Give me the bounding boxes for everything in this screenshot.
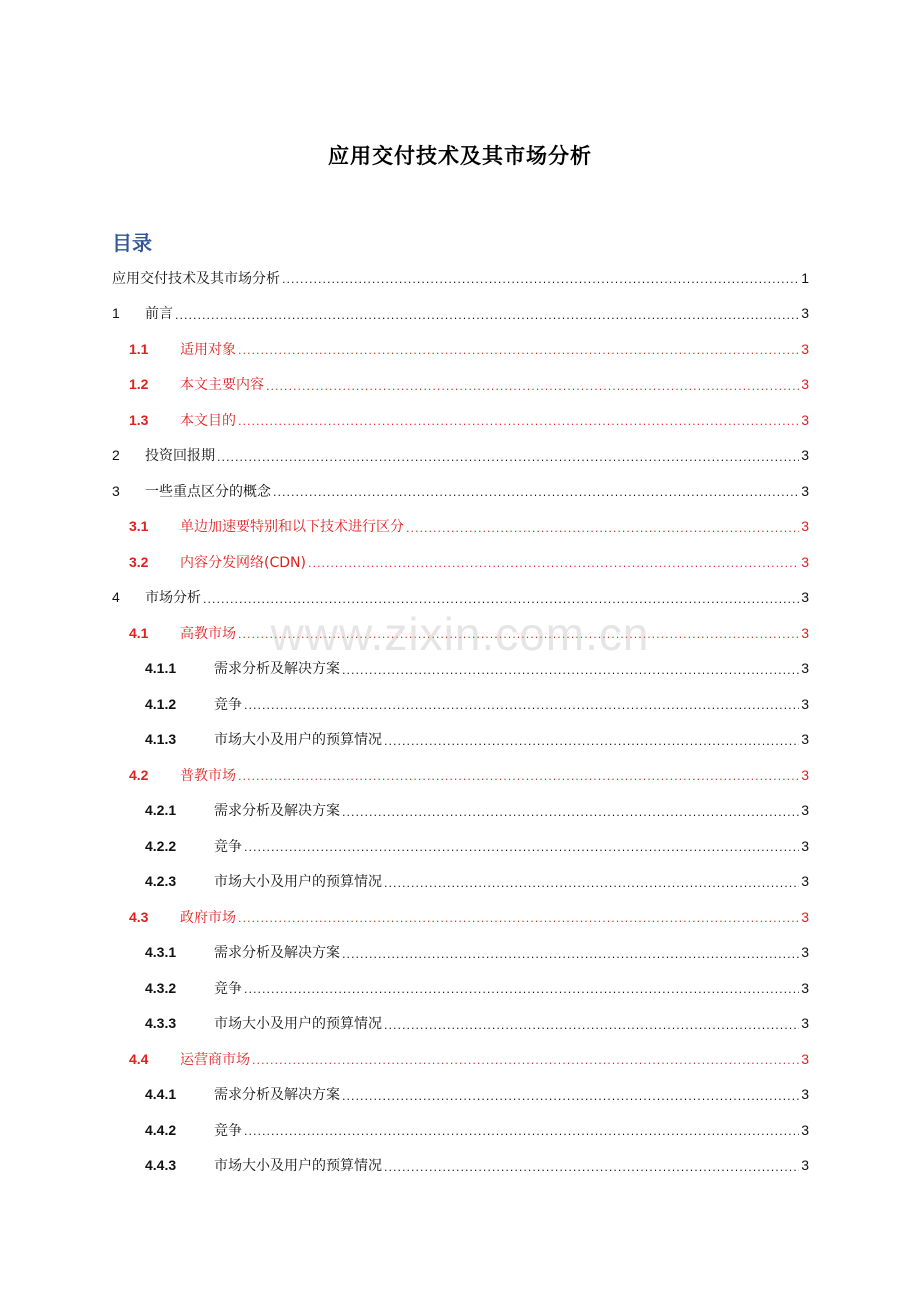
toc-dot-leader — [342, 1090, 799, 1103]
toc-entry-title: 政府市场 — [180, 909, 236, 926]
toc-entry-title: 竞争 — [214, 838, 242, 855]
toc-entry-page: 1 — [801, 269, 809, 286]
toc-entry-title: 运营商市场 — [180, 1051, 250, 1068]
toc-entry-number: 4.1.3 — [145, 731, 177, 748]
toc-entry-number: 4.3.1 — [145, 944, 177, 961]
toc-entry-page: 3 — [801, 873, 809, 890]
toc-dot-leader — [342, 948, 799, 961]
toc-entry-page: 3 — [801, 1015, 809, 1032]
toc-dot-leader — [273, 486, 799, 499]
toc-entry-page: 3 — [801, 376, 809, 393]
toc-entry-title: 市场大小及用户的预算情况 — [214, 732, 382, 749]
toc-entry-number: 3 — [112, 482, 120, 499]
toc-entry[interactable] — [112, 1077, 809, 1113]
toc-dot-leader — [244, 699, 799, 712]
toc-entry-number: 1 — [112, 305, 120, 322]
table-of-contents — [112, 260, 809, 1183]
toc-entry[interactable] — [112, 509, 809, 545]
toc-entry-title: 高教市场 — [180, 625, 236, 642]
toc-dot-leader — [217, 451, 799, 464]
toc-dot-leader — [342, 664, 799, 677]
toc-entry-page: 3 — [801, 979, 809, 996]
toc-entry-title: 需求分析及解决方案 — [214, 1087, 340, 1104]
toc-entry[interactable] — [112, 686, 809, 722]
toc-entry-page: 3 — [801, 660, 809, 677]
toc-dot-leader — [384, 735, 799, 748]
toc-entry-page: 3 — [801, 518, 809, 535]
toc-entry-title: 前言 — [145, 306, 173, 323]
toc-entry[interactable] — [112, 296, 809, 332]
toc-dot-leader — [238, 344, 799, 357]
toc-entry-title: 竞争 — [214, 696, 242, 713]
toc-entry[interactable] — [112, 1112, 809, 1148]
toc-dot-leader — [203, 593, 799, 606]
toc-entry-page: 3 — [801, 802, 809, 819]
toc-entry[interactable] — [112, 580, 809, 616]
toc-entry-page: 3 — [801, 1086, 809, 1103]
toc-dot-leader — [342, 806, 799, 819]
toc-entry[interactable] — [112, 722, 809, 758]
toc-dot-leader — [252, 1054, 799, 1067]
toc-entry[interactable] — [112, 651, 809, 687]
toc-entry-page: 3 — [801, 340, 809, 357]
toc-entry-number: 4.4 — [129, 1050, 149, 1067]
toc-entry-page: 3 — [801, 766, 809, 783]
toc-entry-number: 3.1 — [129, 518, 149, 535]
toc-entry-title: 竞争 — [214, 980, 242, 997]
toc-dot-leader — [406, 522, 799, 535]
document-title: 应用交付技术及其市场分析 — [328, 144, 592, 168]
toc-entry-title: 市场分析 — [145, 590, 201, 607]
toc-entry-title: 单边加速要特别和以下技术进行区分 — [180, 519, 404, 536]
toc-entry-number: 4.4.3 — [145, 1157, 177, 1174]
toc-entry[interactable] — [112, 1041, 809, 1077]
toc-entry-page: 3 — [801, 447, 809, 464]
toc-entry-number: 1.3 — [129, 411, 149, 428]
toc-entry-title: 应用交付技术及其市场分析 — [112, 270, 280, 287]
toc-entry-title: 本文目的 — [180, 412, 236, 429]
toc-dot-leader — [266, 380, 799, 393]
toc-entry-title: 投资回报期 — [145, 448, 215, 465]
toc-entry-title: 需求分析及解决方案 — [214, 945, 340, 962]
toc-entry-number: 4.4.1 — [145, 1086, 177, 1103]
toc-entry-number: 1.2 — [129, 376, 149, 393]
toc-entry[interactable] — [112, 1006, 809, 1042]
toc-entry-title: 竞争 — [214, 1122, 242, 1139]
toc-dot-leader — [238, 628, 799, 641]
toc-dot-leader — [308, 557, 799, 570]
toc-entry[interactable] — [112, 899, 809, 935]
toc-entry-page: 3 — [801, 411, 809, 428]
toc-entry-page: 3 — [801, 695, 809, 712]
toc-entry-title: 市场大小及用户的预算情况 — [214, 1158, 382, 1175]
toc-heading: 目录 — [112, 231, 152, 255]
toc-entry[interactable] — [112, 828, 809, 864]
toc-entry-title: 一些重点区分的概念 — [145, 483, 271, 500]
toc-entry-title: 市场大小及用户的预算情况 — [214, 1016, 382, 1033]
toc-entry-number: 4.4.2 — [145, 1121, 177, 1138]
toc-entry-page: 3 — [801, 908, 809, 925]
toc-entry[interactable] — [112, 793, 809, 829]
toc-dot-leader — [384, 877, 799, 890]
toc-entry-number: 4.1.1 — [145, 660, 177, 677]
toc-entry[interactable] — [112, 615, 809, 651]
toc-entry-number: 4.3 — [129, 908, 149, 925]
toc-entry-number: 2 — [112, 447, 120, 464]
toc-entry[interactable] — [112, 1148, 809, 1184]
toc-entry-number: 4 — [112, 589, 120, 606]
toc-entry-page: 3 — [801, 482, 809, 499]
toc-entry-page: 3 — [801, 624, 809, 641]
toc-dot-leader — [244, 841, 799, 854]
toc-entry[interactable] — [112, 260, 809, 296]
toc-entry-number: 4.2.3 — [145, 873, 177, 890]
toc-entry-number: 4.2.2 — [145, 837, 177, 854]
toc-entry[interactable] — [112, 438, 809, 474]
toc-entry-number: 4.1.2 — [145, 695, 177, 712]
toc-dot-leader — [384, 1161, 799, 1174]
toc-entry-number: 1.1 — [129, 340, 149, 357]
toc-entry[interactable] — [112, 402, 809, 438]
toc-entry-page: 3 — [801, 944, 809, 961]
toc-entry-title: 本文主要内容 — [180, 377, 264, 394]
toc-entry-page: 3 — [801, 589, 809, 606]
toc-entry-page: 3 — [801, 305, 809, 322]
toc-dot-leader — [244, 983, 799, 996]
toc-entry-number: 4.3.2 — [145, 979, 177, 996]
toc-entry[interactable] — [112, 757, 809, 793]
toc-entry-title: 内容分发网络(CDN) — [180, 554, 306, 571]
toc-dot-leader — [244, 1125, 799, 1138]
toc-entry-title: 适用对象 — [180, 341, 236, 358]
toc-entry-number: 4.3.3 — [145, 1015, 177, 1032]
toc-entry-title: 普教市场 — [180, 767, 236, 784]
toc-dot-leader — [384, 1019, 799, 1032]
toc-entry-title: 市场大小及用户的预算情况 — [214, 874, 382, 891]
toc-entry-number: 4.2.1 — [145, 802, 177, 819]
toc-entry[interactable] — [112, 970, 809, 1006]
toc-entry[interactable] — [112, 473, 809, 509]
toc-dot-leader — [238, 770, 799, 783]
toc-entry-page: 3 — [801, 837, 809, 854]
toc-entry-title: 需求分析及解决方案 — [214, 661, 340, 678]
toc-entry-page: 3 — [801, 1050, 809, 1067]
toc-entry-number: 4.1 — [129, 624, 149, 641]
toc-entry[interactable] — [112, 367, 809, 403]
toc-entry-title: 需求分析及解决方案 — [214, 803, 340, 820]
toc-entry-page: 3 — [801, 553, 809, 570]
toc-dot-leader — [238, 912, 799, 925]
toc-dot-leader — [175, 309, 799, 322]
toc-entry-page: 3 — [801, 1157, 809, 1174]
toc-entry-number: 3.2 — [129, 553, 149, 570]
toc-entry-page: 3 — [801, 1121, 809, 1138]
toc-entry[interactable] — [112, 544, 809, 580]
toc-entry[interactable] — [112, 935, 809, 971]
toc-dot-leader — [282, 273, 799, 286]
toc-entry-page: 3 — [801, 731, 809, 748]
toc-entry[interactable] — [112, 331, 809, 367]
watermark: www.zixin.com.cn — [270, 608, 650, 660]
toc-dot-leader — [238, 415, 799, 428]
toc-entry-number: 4.2 — [129, 766, 149, 783]
toc-entry[interactable] — [112, 864, 809, 900]
